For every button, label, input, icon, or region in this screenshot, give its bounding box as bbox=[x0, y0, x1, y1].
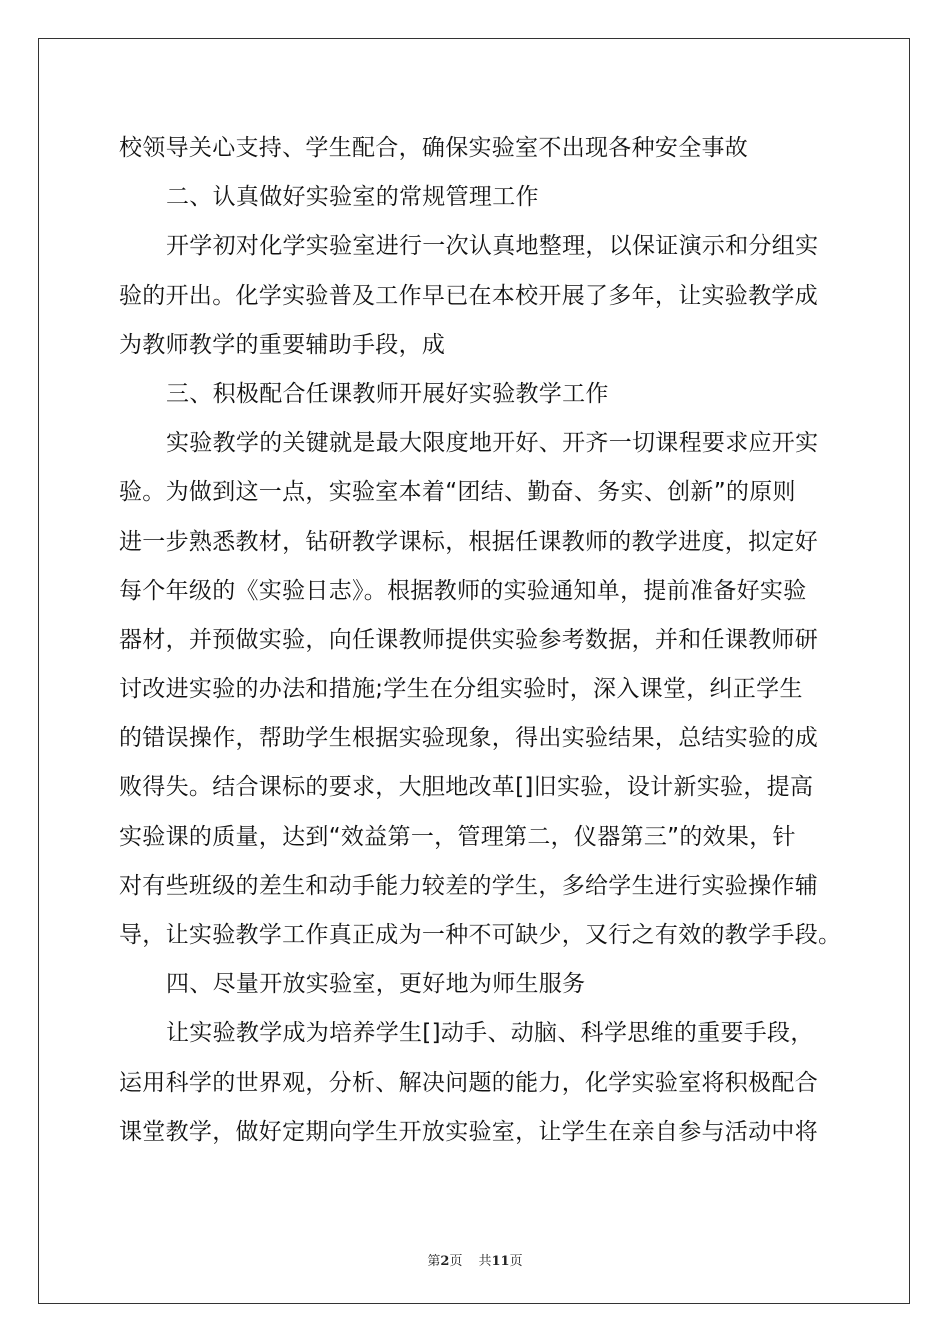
page-prefix: 第 bbox=[427, 1254, 441, 1269]
current-page-number: 2 bbox=[440, 1254, 450, 1269]
text-line: 讨改进实验的办法和措施;学生在分组实验时，深入课堂，纠正学生 bbox=[119, 676, 803, 703]
text-line: 的错误操作，帮助学生根据实验现象，得出实验结果，总结实验的成 bbox=[119, 725, 818, 752]
text-line: 每个年级的《实验日志》。根据教师的实验通知单，提前准备好实验 bbox=[119, 577, 807, 604]
total-suffix: 页 bbox=[509, 1254, 523, 1269]
text-line: 器材，并预做实验，向任课教师提供实验参考数据，并和任课教师研 bbox=[119, 626, 818, 653]
text-line: 运用科学的世界观，分析、解决问题的能力，化学实验室将积极配合 bbox=[119, 1069, 818, 1096]
text-line: 让实验教学成为培养学生[]动手、动脑、科学思维的重要手段， bbox=[166, 1020, 814, 1047]
total-prefix: 共 bbox=[478, 1254, 492, 1269]
text-line: 校领导关心支持、学生配合，确保实验室不出现各种安全事故 bbox=[119, 135, 749, 161]
section-heading: 二、认真做好实验室的常规管理工作 bbox=[166, 184, 539, 211]
section-heading: 四、尽量开放实验室，更好地为师生服务 bbox=[166, 971, 586, 998]
text-line: 实验教学的关键就是最大限度地开好、开齐一切课程要求应开实 bbox=[166, 430, 819, 457]
text-line: 实验课的质量，达到“效益第一，管理第二，仪器第三”的效果，针 bbox=[119, 823, 796, 850]
page-suffix: 页 bbox=[449, 1254, 463, 1269]
section-heading: 三、积极配合任课教师开展好实验教学工作 bbox=[166, 380, 609, 407]
text-line: 败得失。结合课标的要求，大胆地改革[]旧实验，设计新实验，提高 bbox=[119, 774, 814, 801]
text-line: 对有些班级的差生和动手能力较差的学生，多给学生进行实验操作辅 bbox=[119, 872, 818, 899]
text-line: 导，让实验教学工作真正成为一种不可缺少，又行之有效的教学手段。 bbox=[119, 922, 842, 948]
page-footer bbox=[0, 1250, 950, 1269]
total-pages-number: 11 bbox=[491, 1254, 510, 1269]
text-line: 进一步熟悉教材，钻研教学课标，根据任课教师的教学进度，拟定好 bbox=[119, 528, 818, 555]
text-line: 课堂教学，做好定期向学生开放实验室，让学生在亲自参与活动中将 bbox=[119, 1118, 818, 1145]
document-body bbox=[119, 124, 842, 1157]
text-line: 验的开出。化学实验普及工作早已在本校开展了多年，让实验教学成 bbox=[119, 282, 818, 309]
text-line: 为教师教学的重要辅助手段，成 bbox=[119, 331, 446, 358]
text-line: 验。为做到这一点，实验室本着“团结、勤奋、务实、创新”的原则 bbox=[119, 479, 796, 506]
text-line: 开学初对化学实验室进行一次认真地整理，以保证演示和分组实 bbox=[166, 233, 819, 260]
